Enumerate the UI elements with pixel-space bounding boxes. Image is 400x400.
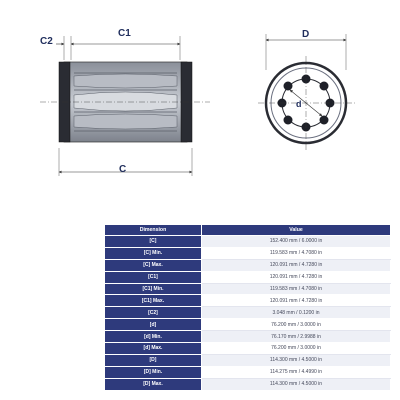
cell-value: 119.583 mm / 4.7080 in <box>202 283 391 295</box>
cell-value: 120.091 mm / 4.7280 in <box>202 259 391 271</box>
cell-dimension: [D] Min. <box>105 366 202 378</box>
cell-dimension: [C2] <box>105 307 202 319</box>
dimension-table-container <box>104 224 390 391</box>
cell-value: 76.170 mm / 2.9988 in <box>202 331 391 343</box>
cell-value: 114.275 mm / 4.4990 in <box>202 366 391 378</box>
cell-dimension: [d] Min. <box>105 331 202 343</box>
cell-value: 120.091 mm / 4.7280 in <box>202 271 391 283</box>
cell-dimension: [D] Max. <box>105 378 202 390</box>
table-header-row <box>105 225 391 236</box>
cell-value: 120.091 mm / 4.7280 in <box>202 295 391 307</box>
cell-value: 3.048 mm / 0.1200 in <box>202 307 391 319</box>
side-view <box>40 28 210 176</box>
cell-value: 114.300 mm / 4.5000 in <box>202 354 391 366</box>
table-row <box>105 366 391 378</box>
cell-dimension: [C] Min. <box>105 247 202 259</box>
table-row <box>105 378 391 390</box>
table-row <box>105 343 391 355</box>
table-row <box>105 331 391 343</box>
dimension-table <box>104 224 391 391</box>
table-row <box>105 295 391 307</box>
label-c: C <box>119 164 127 175</box>
label-c1: C1 <box>118 28 131 39</box>
label-d-inner: d <box>296 99 302 109</box>
table-row <box>105 354 391 366</box>
table-row <box>105 236 391 248</box>
cell-dimension: [d] <box>105 319 202 331</box>
cell-dimension: [D] <box>105 354 202 366</box>
cell-value: 119.583 mm / 4.7080 in <box>202 247 391 259</box>
cell-value: 76.200 mm / 3.0000 in <box>202 319 391 331</box>
cell-value: 114.300 mm / 4.5000 in <box>202 378 391 390</box>
cell-dimension: [d] Max. <box>105 343 202 355</box>
cell-dimension: [C1] <box>105 271 202 283</box>
cell-dimension: [C] <box>105 236 202 248</box>
cell-dimension: [C1] Max. <box>105 295 202 307</box>
cell-dimension: [C1] Min. <box>105 283 202 295</box>
cell-value: 76.200 mm / 3.0000 in <box>202 343 391 355</box>
label-c2: C2 <box>40 36 53 47</box>
table-row <box>105 259 391 271</box>
table-row <box>105 319 391 331</box>
label-d-outer: D <box>302 29 310 40</box>
table-row <box>105 247 391 259</box>
cell-dimension: [C] Max. <box>105 259 202 271</box>
table-row <box>105 307 391 319</box>
cell-value: 152.400 mm / 6.0000 in <box>202 236 391 248</box>
header-value: Value <box>202 225 391 236</box>
header-dimension: Dimension <box>105 225 202 236</box>
table-row <box>105 283 391 295</box>
end-view <box>258 29 356 150</box>
table-row <box>105 271 391 283</box>
